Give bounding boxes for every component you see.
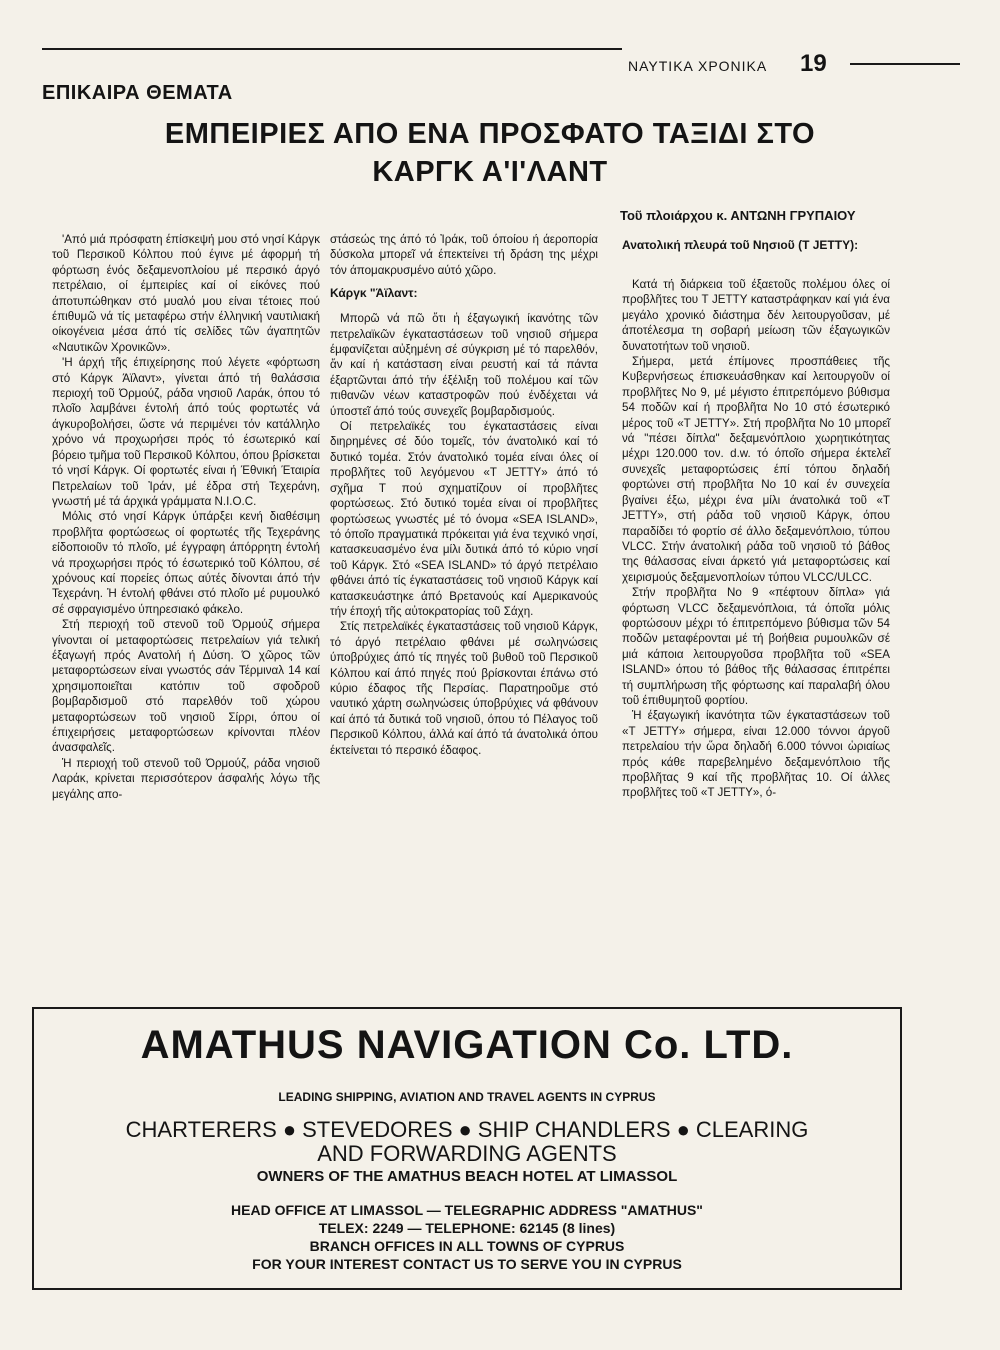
advertisement-box xyxy=(32,1007,902,1290)
article-title xyxy=(100,115,880,191)
article-column-2 xyxy=(330,232,598,758)
ad-service: CLEARING xyxy=(695,1117,809,1142)
subheading-kargk-island: Κάργκ "Άϊλαντ: xyxy=(330,286,418,301)
ad-service: SHIP CHANDLERS xyxy=(477,1117,671,1142)
subheading-east-side: Ανατολική πλευρά τοῦ Νησιοῦ (Τ JETTY): xyxy=(622,238,859,252)
paragraph: Ἡ έξαγωγική ίκανότητα τῶν έγκαταστάσεων τοῦ «Τ JETTY» σήμερα, είναι 12.000 τόννοι άργοῦ πετρελαίου τήν ὥρα δηλαδή 6.000 τόννοι ὡριαίως πρός κάθε παρεβελημένο δεξαμενόπλοιο τῆς προβλῆτας 9 καί τῆς προβλῆτας 10. Οί άλλες προβλῆτες τοῦ «Τ JETTY», ό- xyxy=(622,709,890,800)
ad-closing: FOR YOUR INTEREST CONTACT US TO SERVE YOU IN CYPRUS xyxy=(252,1256,682,1272)
ad-services-line-2: AND FORWARDING AGENTS xyxy=(317,1141,617,1166)
ad-service: CHARTERERS xyxy=(125,1117,277,1142)
header-rule-right xyxy=(850,63,960,65)
ad-company-name: AMATHUS NAVIGATION Co. LTD. xyxy=(140,1023,794,1067)
article-author: Τοῦ πλοιάρχου κ. ΑΝΤΩΝΗ ΓΡΥΠΑΙΟΥ xyxy=(620,208,856,223)
paragraph: 'Η άρχή τῆς έπιχείρησης πού λέγετε «φόρτωση στό Κάργκ Άϊλαντ», γίνεται άπό τή θαλάσσια περιοχή τοῦ Όρμούζ, ράδα νησιοῦ Λαράκ, όπου τό πλοῖο λαμβάνει έντολή άπό τούς φορτωτές νά άγκυροβολήσει, ὥστε νά περιμένει τόν κατάλληλο χρόνο νά προχωρήσει πρός τό έσωτερικό καί βόρειο τμῆμα τοῦ Περσικοῦ Κόλπου, όπου βρίσκεται τό νησί Κάργκ. Οί φορτωτές είναι ή Έθνική Έταιρία Πετρελαίων τοῦ Ἰράν, μέ έδρα στή Τεχεράνη, γνωστή μέ τά άρχικά γράμματα Ν.Ι.Ο.C. xyxy=(52,356,320,508)
paragraph: Στίς πετρελαϊκές έγκαταστάσεις τοῦ νησιοῦ Κάργκ, τό άργό πετρέλαιο φθάνει μέ σωληνώσεις ύποβρύχιες άπό τίς πηγές τοῦ βυθοῦ τοῦ Περσικοῦ Κόλπου καί άπό πηγές πού βρίσκονται έπάνω στό κύριο έδαφος τῆς Περσίας. Παρατηροῦμε στό ναυτικό χάρτη σωληνώσεις ύποβρύχιες νά φθάνουν καί άπό τά δυτικά τοῦ νησιοῦ, όπου τό Πέλαγος τοῦ Περσικοῦ Κόλπου, άλλά καί άπό τά άνατολικά όπου έκτείνεται τό περσικό έδαφος. xyxy=(330,620,598,757)
ad-branches: BRANCH OFFICES IN ALL TOWNS OF CYPRUS xyxy=(309,1238,625,1254)
paragraph: Μόλις στό νησί Κάργκ ύπάρξει κενή διαθέσιμη προβλῆτα φορτώσεως οί φορτωτές τῆς Τεχεράνης είδοποιοῦν τό πλοῖο, μέ έγγραφη άπόρρητη έντολή νά προχωρήσει πρός τό έσωτερικό τοῦ Κόλπου, σέ χρόνους καί πορείες όπως αύτές δίνονται άπό τήν Τεχεράνη. Ἡ έντολή φθάνει στό πλοῖο μέ ρυμουλκό σέ σφραγισμένο ύπηρεσιακό φάκελο. xyxy=(52,510,320,616)
publication-name: ΝΑΥΤΙΚΑ ΧΡΟΝΙΚΑ xyxy=(628,58,768,74)
paragraph: Στή περιοχή τοῦ στενοῦ τοῦ Όρμούζ σήμερα γίνονται οί μεταφορτώσεις πετρελαίων γιά τελική έξαγωγή πρός Ανατολή ή Δύση. Ό χῶρος τῶν μεταφορτώσεων είναι γνωστός σάν Τέρμιναλ 14 καί χρησιμοποιεῖται κατόπιν τοῦ σφοδροῦ βομβαρδισμοῦ στό παρελθόν τοῦ χώρου μεταφορτώσεων τοῦ νησιοῦ Σίρρι, όπου οί έπιχειρήσεις μεταφορτώσεων κρίνονται πλέον άνασφαλεῖς. xyxy=(52,618,320,755)
ad-head-office: HEAD OFFICE AT LIMASSOL — TELEGRAPHIC ADDRESS "AMATHUS" xyxy=(231,1202,703,1218)
paragraph: Οί πετρελαϊκές του έγκαταστάσεις είναι διηρημένες σέ δύο τομεῖς, τόν άνατολικό καί τό δυτικό τομέα. Στόν άνατολικό τομέα είναι όλες οί προβλῆτες τοῦ λεγόμενου «T JETTY» άπό τό σχῆμα Τ πού σχηματίζουν οί προβλῆτες φορτώσεως. Στό δυτικό τομέα είναι οί προβλῆτες φορτώσεως γνωστές μέ τό όνομα «SEA ISLAND», τό όποῖο πραγματικά πρόκειται γιά ένα τεχνικό νησί, κατασκευασμένο ένα μίλι δυτικά άπό τό κύριο νησί τοῦ Κάργκ. Στό «SEA ISLAND» τό άργό πετρέλαιο φθάνει άπό τίς έγκαταστάσεις τοῦ νησιοῦ Κάργκ καί κατασκευάστηκε άπό Βρετανούς καί Αμερικανούς τήν έποχή τῆς αὐτοκρατορίας τοῦ Σάχη. xyxy=(330,420,598,618)
ad-service: STEVEDORES xyxy=(302,1117,453,1142)
title-line-2: ΚΑΡΓΚ Α'Ι'ΛΑΝΤ xyxy=(372,156,608,188)
paragraph: Σήμερα, μετά έπίμονες προσπάθειες τῆς Κυβερνήσεως έπισκευάσθηκαν καί λειτουργοῦν οί προβλῆτες Νο 9, μέ μέγιστο έπιτρεπόμενο βύθισμα 54 ποδῶν καί ή προβλῆτα Νο 10 στό έσωτερικό μέρος τοῦ «Τ JETTY». Στή προβλῆτα Νο 10 μπορεῖ νά "πέσει δίπλα" δεξαμενόπλοιο χωρητικότητας μέχρι 120.000 τον. d.w. τό όποῖο σήμερα έκτελεῖ συνεχεῖς μεταφορτώσεις έπί τόπου δηλαδή φορτώνει στή προβλῆτα Νο 10 καί έν συνεχεία βγαίνει έξω, μέχρι ένα μίλι άνατολικά τοῦ «Τ JETTY», στή ράδα τοῦ νησιοῦ Κάργκ, όπου παραδίδει τό φορτίο σέ άλλο δεξαμενόπλοιο, τύπου VLCC. Στήν άνατολική ράδα τοῦ νησιοῦ τό βάθος της θάλασσας είναι άρκετό γιά μεταφορτώσεις καί χειρισμούς δεξαμενοπλοίων τύπου VLCC/ULCC. xyxy=(622,355,890,584)
ad-contact-block xyxy=(34,1201,900,1273)
article-column-1 xyxy=(52,232,320,802)
section-title: ΕΠΙΚΑΙΡΑ ΘΕΜΑΤΑ xyxy=(42,82,233,104)
article-column-3 xyxy=(622,238,890,801)
paragraph: Στήν προβλῆτα Νο 9 «πέφτουν δίπλα» γιά φόρτωση VLCC δεξαμενόπλοια, τά όποῖα μόλις φορτώσουν μέχρι τό έπιτρεπόμενο βύθισμα τῶν 54 ποδῶν μεταφέρονται μέ τή βοήθεια ρυμουλκῶν σέ μιά κάποια λειτουργοῦσα προβλῆτα τοῦ «SEA ISLAND» όπου τό βάθος τῆς θάλασσας έπιτρέπει τή συμπλήρωση τῆς φόρτωσης καί παραλαβή όλου τοῦ έπιθυμητοῦ φορτίου. xyxy=(622,586,890,707)
bullet-icon: ● xyxy=(458,1117,472,1142)
ad-services xyxy=(34,1118,900,1166)
paragraph: Κατά τή διάρκεια τοῦ έξαετοῦς πολέμου όλες οί προβλῆτες του Τ JETTY καταστράφηκαν καί γιά ένα μεγάλο χρονικό διάστημα δέν λειτουργοῦσαν, μέ άποτέλεσμα τη σοβαρή μείωση τῶν έξαγωγικῶν δυνατοτήτων τοῦ νησιοῦ. xyxy=(622,278,890,353)
ad-tagline: LEADING SHIPPING, AVIATION AND TRAVEL AGENTS IN CYPRUS xyxy=(278,1090,656,1104)
bullet-icon: ● xyxy=(676,1117,690,1142)
paragraph: Ἡ περιοχή τοῦ στενοῦ τοῦ Όρμούζ, ράδα νησιοῦ Λαράκ, κρίνεται περισσότερον άσφαλής λόγω τῆς μεγάλης απο- xyxy=(52,756,320,801)
bullet-icon: ● xyxy=(282,1117,297,1142)
ad-telex-phone: TELEX: 2249 — TELEPHONE: 62145 (8 lines) xyxy=(318,1220,616,1236)
ad-owners: OWNERS OF THE AMATHUS BEACH HOTEL AT LIMASSOL xyxy=(256,1168,678,1185)
header-rule-left xyxy=(42,48,622,50)
paragraph: στάσεώς της άπό τό Ἰράκ, τοῦ όποίου ή άεροπορία δύσκολα μπορεῖ νά έπεκτείνει τή δράση της μέχρι τόν άπομακρυσμένο αύτό χῶρο. xyxy=(330,233,598,277)
paragraph: Μπορῶ νά πῶ ὅτι ἡ έξαγωγική ίκανότης τῶν πετρελαϊκῶν έγκαταστάσεων τοῦ νησιοῦ σήμερα έμφανίζεται αὐξημένη σέ σύγκριση μέ τό παρελθόν, ἄν καί ή κατάσταση είναι ρευστή καί τά πάντα έξαρτῶνται άπό τήν έξέλιξη τοῦ πολέμου καί τῶν πιθανῶν νέων καταστροφῶν πού ένδέχεται νά ύποστεῖ άπό τούς συνεχεῖς βομβαρδισμούς. xyxy=(330,312,598,418)
title-line-1: ΕΜΠΕΙΡΙΕΣ ΑΠΟ ΕΝΑ ΠΡΟΣΦΑΤΟ ΤΑΞΙΔΙ ΣΤΟ xyxy=(164,118,816,150)
paragraph: 'Από μιά πρόσφατη έπίσκεψή μου στό νησί Κάργκ τοῦ Περσικοῦ Κόλπου πού έγινε μέ άφορμή τή φόρτωση ένός δεξαμενοπλοίου μέ περσικό άργό πετρέλαιο, οί έμπειρίες καί οί είκόνες πού άποτυπώθηκαν στό μυαλό μου είναι τέτοιες πού έπιθυμῶ νά τίς μεταφέρω στήν έλληνική ναυτιλιακή οίκογένεια μέσα άπό τίς σελίδες τῶν άγαπητῶν «Ναυτικῶν Χρονικῶν». xyxy=(52,233,320,354)
page-number: 19 xyxy=(800,50,827,77)
